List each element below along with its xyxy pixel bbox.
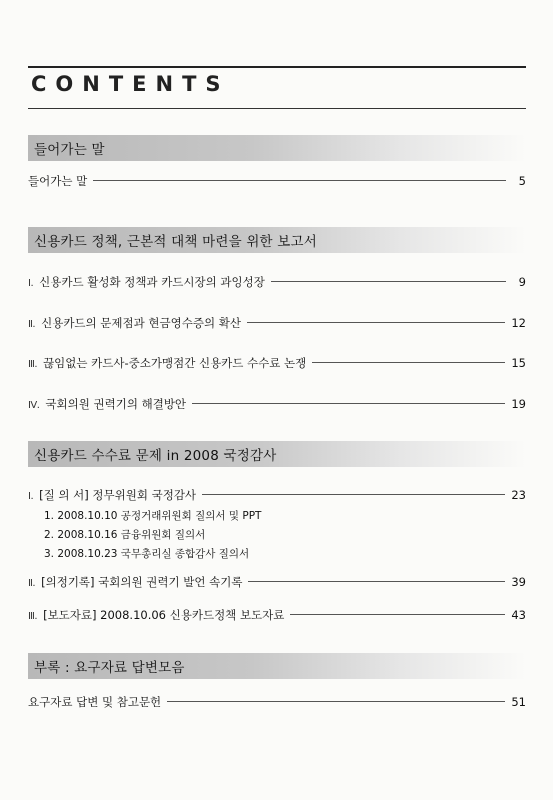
roman-numeral: Ⅲ. [28,359,38,370]
toc-page-number: 19 [511,397,526,411]
toc-page-number: 23 [511,488,526,502]
toc-entry-label: [질 의 서] 정무위원회 국정감사 [39,488,197,502]
top-rule [28,66,526,68]
sub-entry[interactable]: 2. 2008.10.16 금융위원회 질의서 [44,529,206,541]
dot-leader [247,322,505,323]
section-header-report [28,227,526,253]
sub-entry[interactable]: 3. 2008.10.23 국무총리실 종합감사 질의서 [44,548,250,560]
toc-entry-intro[interactable] [28,173,526,191]
roman-numeral: Ⅱ. [28,578,36,589]
toc-page-number: 5 [518,174,526,188]
section-header-appendix [28,653,526,679]
toc-entry-label: 신용카드의 문제점과 현금영수증의 확산 [41,316,241,330]
dot-leader [192,403,505,404]
sub-entry[interactable]: 1. 2008.10.10 공정거래위원회 질의서 및 PPT [44,510,262,522]
roman-numeral: Ⅳ. [28,400,40,411]
toc-entry-label: 요구자료 답변 및 참고문헌 [28,695,162,709]
toc-page-number: 39 [511,575,526,589]
toc-page-number: 15 [511,356,526,370]
dot-leader [248,581,505,582]
section-header-audit [28,441,526,467]
dot-leader [93,180,506,181]
roman-numeral: Ⅰ. [28,278,34,289]
toc-entry-label: 들어가는 말 [28,174,88,188]
section-header-label: 신용카드 정책, 근본적 대책 마련을 위한 보고서 [34,234,318,250]
dot-leader [271,281,506,282]
dot-leader [290,614,505,615]
dot-leader [167,701,505,702]
roman-numeral: Ⅲ. [28,611,38,622]
title-rule [28,108,526,109]
toc-page-number: 51 [511,695,526,709]
dot-leader [202,494,505,495]
toc-page-number: 43 [511,608,526,622]
toc-entry-report-4[interactable] [28,396,526,414]
toc-entry-label: 신용카드 활성화 정책과 카드시장의 과잉성장 [39,275,265,289]
toc-entry-label: 국회의원 권력기의 해결방안 [45,397,187,411]
toc-entry-report-1[interactable] [28,274,526,292]
roman-numeral: Ⅱ. [28,319,36,330]
toc-entry-report-3[interactable] [28,355,526,373]
toc-entry-audit-3[interactable] [28,607,526,625]
section-header-label: 신용카드 수수료 문제 in 2008 국정감사 [34,448,277,464]
page-title: CONTENTS [31,72,230,96]
toc-entry-audit-1[interactable] [28,487,526,505]
section-header-intro [28,135,526,161]
toc-entry-label: 끊임없는 카드사-중소가맹점간 신용카드 수수료 논쟁 [43,356,307,370]
roman-numeral: Ⅰ. [28,491,34,502]
toc-entry-report-2[interactable] [28,315,526,333]
toc-entry-label: [의정기록] 국회의원 권력기 발언 속기록 [41,575,243,589]
dot-leader [312,362,505,363]
toc-page-number: 12 [511,316,526,330]
toc-entry-label: [보도자료] 2008.10.06 신용카드정책 보도자료 [43,608,285,622]
section-header-label: 들어가는 말 [34,142,105,158]
toc-entry-appendix[interactable] [28,694,526,712]
section-header-label: 부록 : 요구자료 답변모음 [34,660,185,676]
toc-entry-audit-2[interactable] [28,574,526,592]
toc-page-number: 9 [518,275,526,289]
